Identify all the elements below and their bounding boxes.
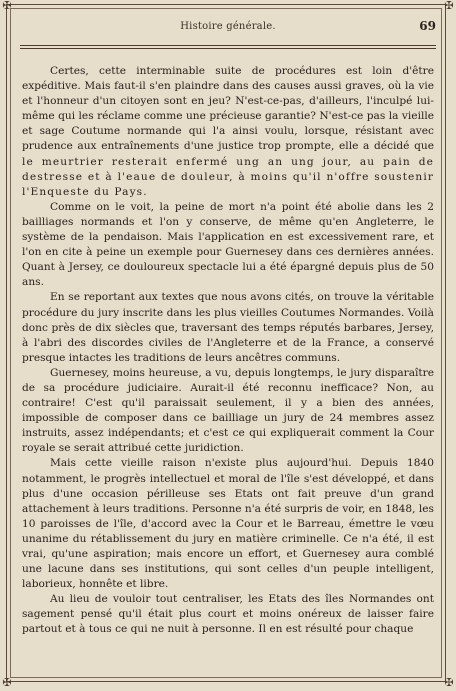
header-rule	[20, 45, 436, 46]
paragraph: Au lieu de vouloir tout centraliser, les Etats des îles Normandes ont sagement pensé qu'il était plus court et moins onéreux de laisser faire partout et à tous ce qui ne nuit à personne. Il en est résulté pour chaque	[22, 593, 434, 636]
paragraph: Mais cette vieille raison n'existe plus aujourd'hui. Depuis 1840 notamment, le progrès intellectuel et moral de l'île s'est développé, et dans plus d'une occasion périlleuse ses Etats ont fait preuve d'un grand attachement à leurs traditions. Personne n'a été surpris de voir, en 1848, les 10 paroisses de l'île, d'accord avec la Cour et le Barreau, émettre le vœu unanime du rétablissement du jury en matière criminelle. Ce n'a été, il est vrai, qu'une aspiration; mais encore un effort, et Guernesey aura comblé une lacune dans ses institutions, qui sont celles d'un peuple intelligent, laborieux, honnête et libre.	[22, 457, 434, 591]
corner-ornament-icon: ✠	[444, 676, 454, 689]
paragraph-text: Certes, cette interminable suite de procédures est loin d'être expéditive. Mais faut-il s'en plaindre dans des causes aussi graves, où la vie et l'honneur d'un citoyen sont en jeu? N'est-ce-pas, d'ailleurs, l'inculpé lui-même qui les réclame comme une précieuse garantie? N'est-ce pas la vieille et sage Coutume normande qui l'a ainsi voulu, lorsque, résistant avec prudence aux entraînements d'une justice trop prompte, elle a décidé que	[22, 65, 434, 153]
corner-ornament-icon: ✠	[2, 0, 12, 12]
page-header	[20, 18, 436, 38]
paragraph: Guernesey, moins heureuse, a vu, depuis longtemps, le jury disparaître de sa procédure judiciaire. Aurait-il été reconnu inefficace? Non, au contraire! C'est qu'il paraissait seulement, il y a bien des années, impossible de composer dans ce bailliage un jury de 24 membres assez instruits, assez indépendants; et c'est ce qui expliquerait comment la Cour royale se serait attribué cette juridiction.	[22, 366, 434, 455]
paragraph: Comme on le voit, la peine de mort n'a point été abolie dans les 2 bailliages normands et l'on y conserve, de même qu'en Angleterre, le système de la pendaison. Mais l'application en est excessivement rare, et l'on en cite à peine un exemple pour Guernesey dans ces dernières années. Quant à Jersey, ce douloureux spectacle lui a été épargné depuis plus de 50 ans.	[22, 200, 434, 289]
corner-ornament-icon: ✠	[444, 0, 454, 12]
header-rule	[20, 48, 436, 49]
paragraph: En se reportant aux textes que nous avons cités, on trouve la véritable procédure du jury inscrite dans les plus vieilles Coutumes Normandes. Voilà donc près de dix siècles que, traversant des temps réputés barbares, Jersey, à l'abri des discordes civiles de l'Angleterre et de la France, a conservé presque intactes les traditions de leurs ancêtres communs.	[22, 291, 434, 364]
page-number: 69	[419, 19, 436, 33]
quoted-custom-text: le meurtrier resterait enfermé ung an ung jour, au pain de destresse et à l'eaue de douleur, à moins qu'il n'offre soustenir l'Enqueste du Pays.	[22, 155, 434, 198]
running-title: Histoire générale.	[180, 21, 276, 32]
corner-ornament-icon: ✠	[2, 676, 12, 689]
body-text	[22, 64, 434, 638]
paragraph	[22, 64, 434, 200]
